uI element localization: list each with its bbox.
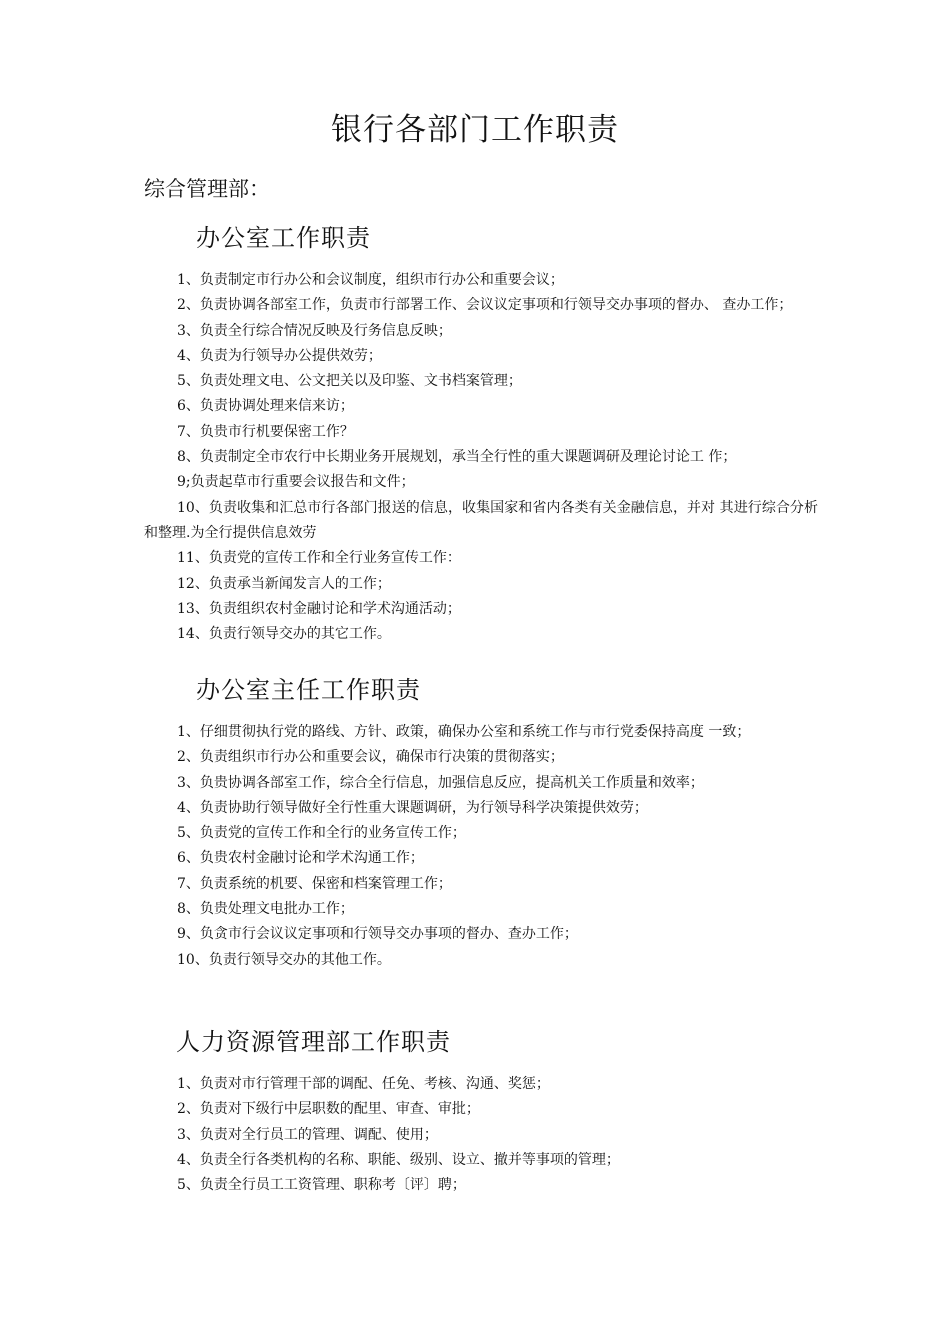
list-item: 11、负责党的宣传工作和全行业务宣传工作： [177, 550, 461, 567]
list-item: 4、负责全行各类机构的名称、职能、级别、设立、撤并等事项的管理； [177, 1151, 620, 1168]
list-item: 13、负责组织农村金融讨论和学术沟通活动； [177, 600, 461, 617]
list-item: 7、负贵市行机要保密工作？ [177, 423, 354, 440]
list-item: 9、负贪市行会议议定事项和行领导交办事项的督办、查办工作； [177, 926, 578, 943]
hr-duties-heading: 人力资源管理部工作职责 [176, 1028, 451, 1056]
office-duties-heading: 办公室工作职责 [196, 224, 371, 252]
list-item: 8、负贵处理文电批办工作； [177, 901, 354, 918]
list-item: 1、仔细贯彻执行党的路线、方针、政策，确保办公室和系统工作与市行党委保持高度 一致； [177, 724, 751, 740]
list-item: 3、负责对全行员工的管理、调配、使用； [177, 1126, 438, 1143]
list-item: 4、负责协助行领导做好全行性重大课题调研，为行领导科学决策提供效劳； [177, 799, 648, 816]
director-duties-heading: 办公室主任工作职责 [196, 676, 421, 704]
list-item: 3、负责全行综合情况反映及行务信息反映； [177, 322, 452, 339]
list-item: 9;负责起草市行重要会议报告和文件； [177, 474, 415, 491]
list-item: 4、负责为行领导办公提供效劳； [177, 347, 382, 364]
list-item: 6、负贵农村金融讨论和学术沟通工作； [177, 850, 424, 867]
list-item: 7、负责系统的机要、保密和档案管理工作； [177, 875, 452, 892]
hr-duties-list [144, 1072, 818, 1198]
office-duties-list [144, 268, 818, 647]
list-item: 5、负责处理文电、公文把关以及印鉴、文书档案管理； [177, 373, 522, 390]
list-item: 10、负责收集和汇总市行各部门报送的信息，收集国家和省内各类有关金融信息，并对 其进行综合分析和整理.为全行提供信息效劳 [144, 499, 818, 541]
list-item: 8、负责制定全市农行中长期业务开展规划，承当全行性的重大课题调研及理论讨论工 作； [177, 449, 737, 466]
list-item: 12、负责承当新闻发言人的工作； [177, 575, 391, 592]
list-item: 6、负责协调处理来信来访； [177, 398, 354, 415]
list-item: 5、负责党的宣传工作和全行的业务宣传工作； [177, 825, 466, 842]
list-item: 10、负责行领导交办的其他工作。 [177, 951, 391, 968]
list-item: 3、负贵协调各部室工作，综合全行信息，加强信息反应，提高机关工作质量和效率； [177, 774, 704, 791]
list-item: 1、负责对市行管理干部的调配、任免、考核、沟通、奖惩； [177, 1076, 550, 1092]
list-item: 2、负责对下级行中层职数的配里、审查、审批； [177, 1101, 480, 1118]
list-item: 2、负责协调各部室工作，负责市行部署工作、会议议定事项和行领导交办事项的督办、 查办工作； [177, 297, 793, 314]
document-title: 银行各部门工作职责 [331, 112, 619, 148]
list-item: 5、负责全行员工工资管理、职称考〔评〕聘； [177, 1177, 466, 1194]
list-item: 1、负责制定市行办公和会议制度，组织市行办公和重要会议； [177, 272, 564, 288]
section-heading: 综合管理部： [144, 177, 270, 201]
director-duties-list [144, 720, 818, 973]
list-item: 14、负责行领导交办的其它工作。 [177, 626, 391, 643]
list-item: 2、负责组织市行办公和重要会议，确保市行决策的贯彻落实； [177, 749, 564, 766]
